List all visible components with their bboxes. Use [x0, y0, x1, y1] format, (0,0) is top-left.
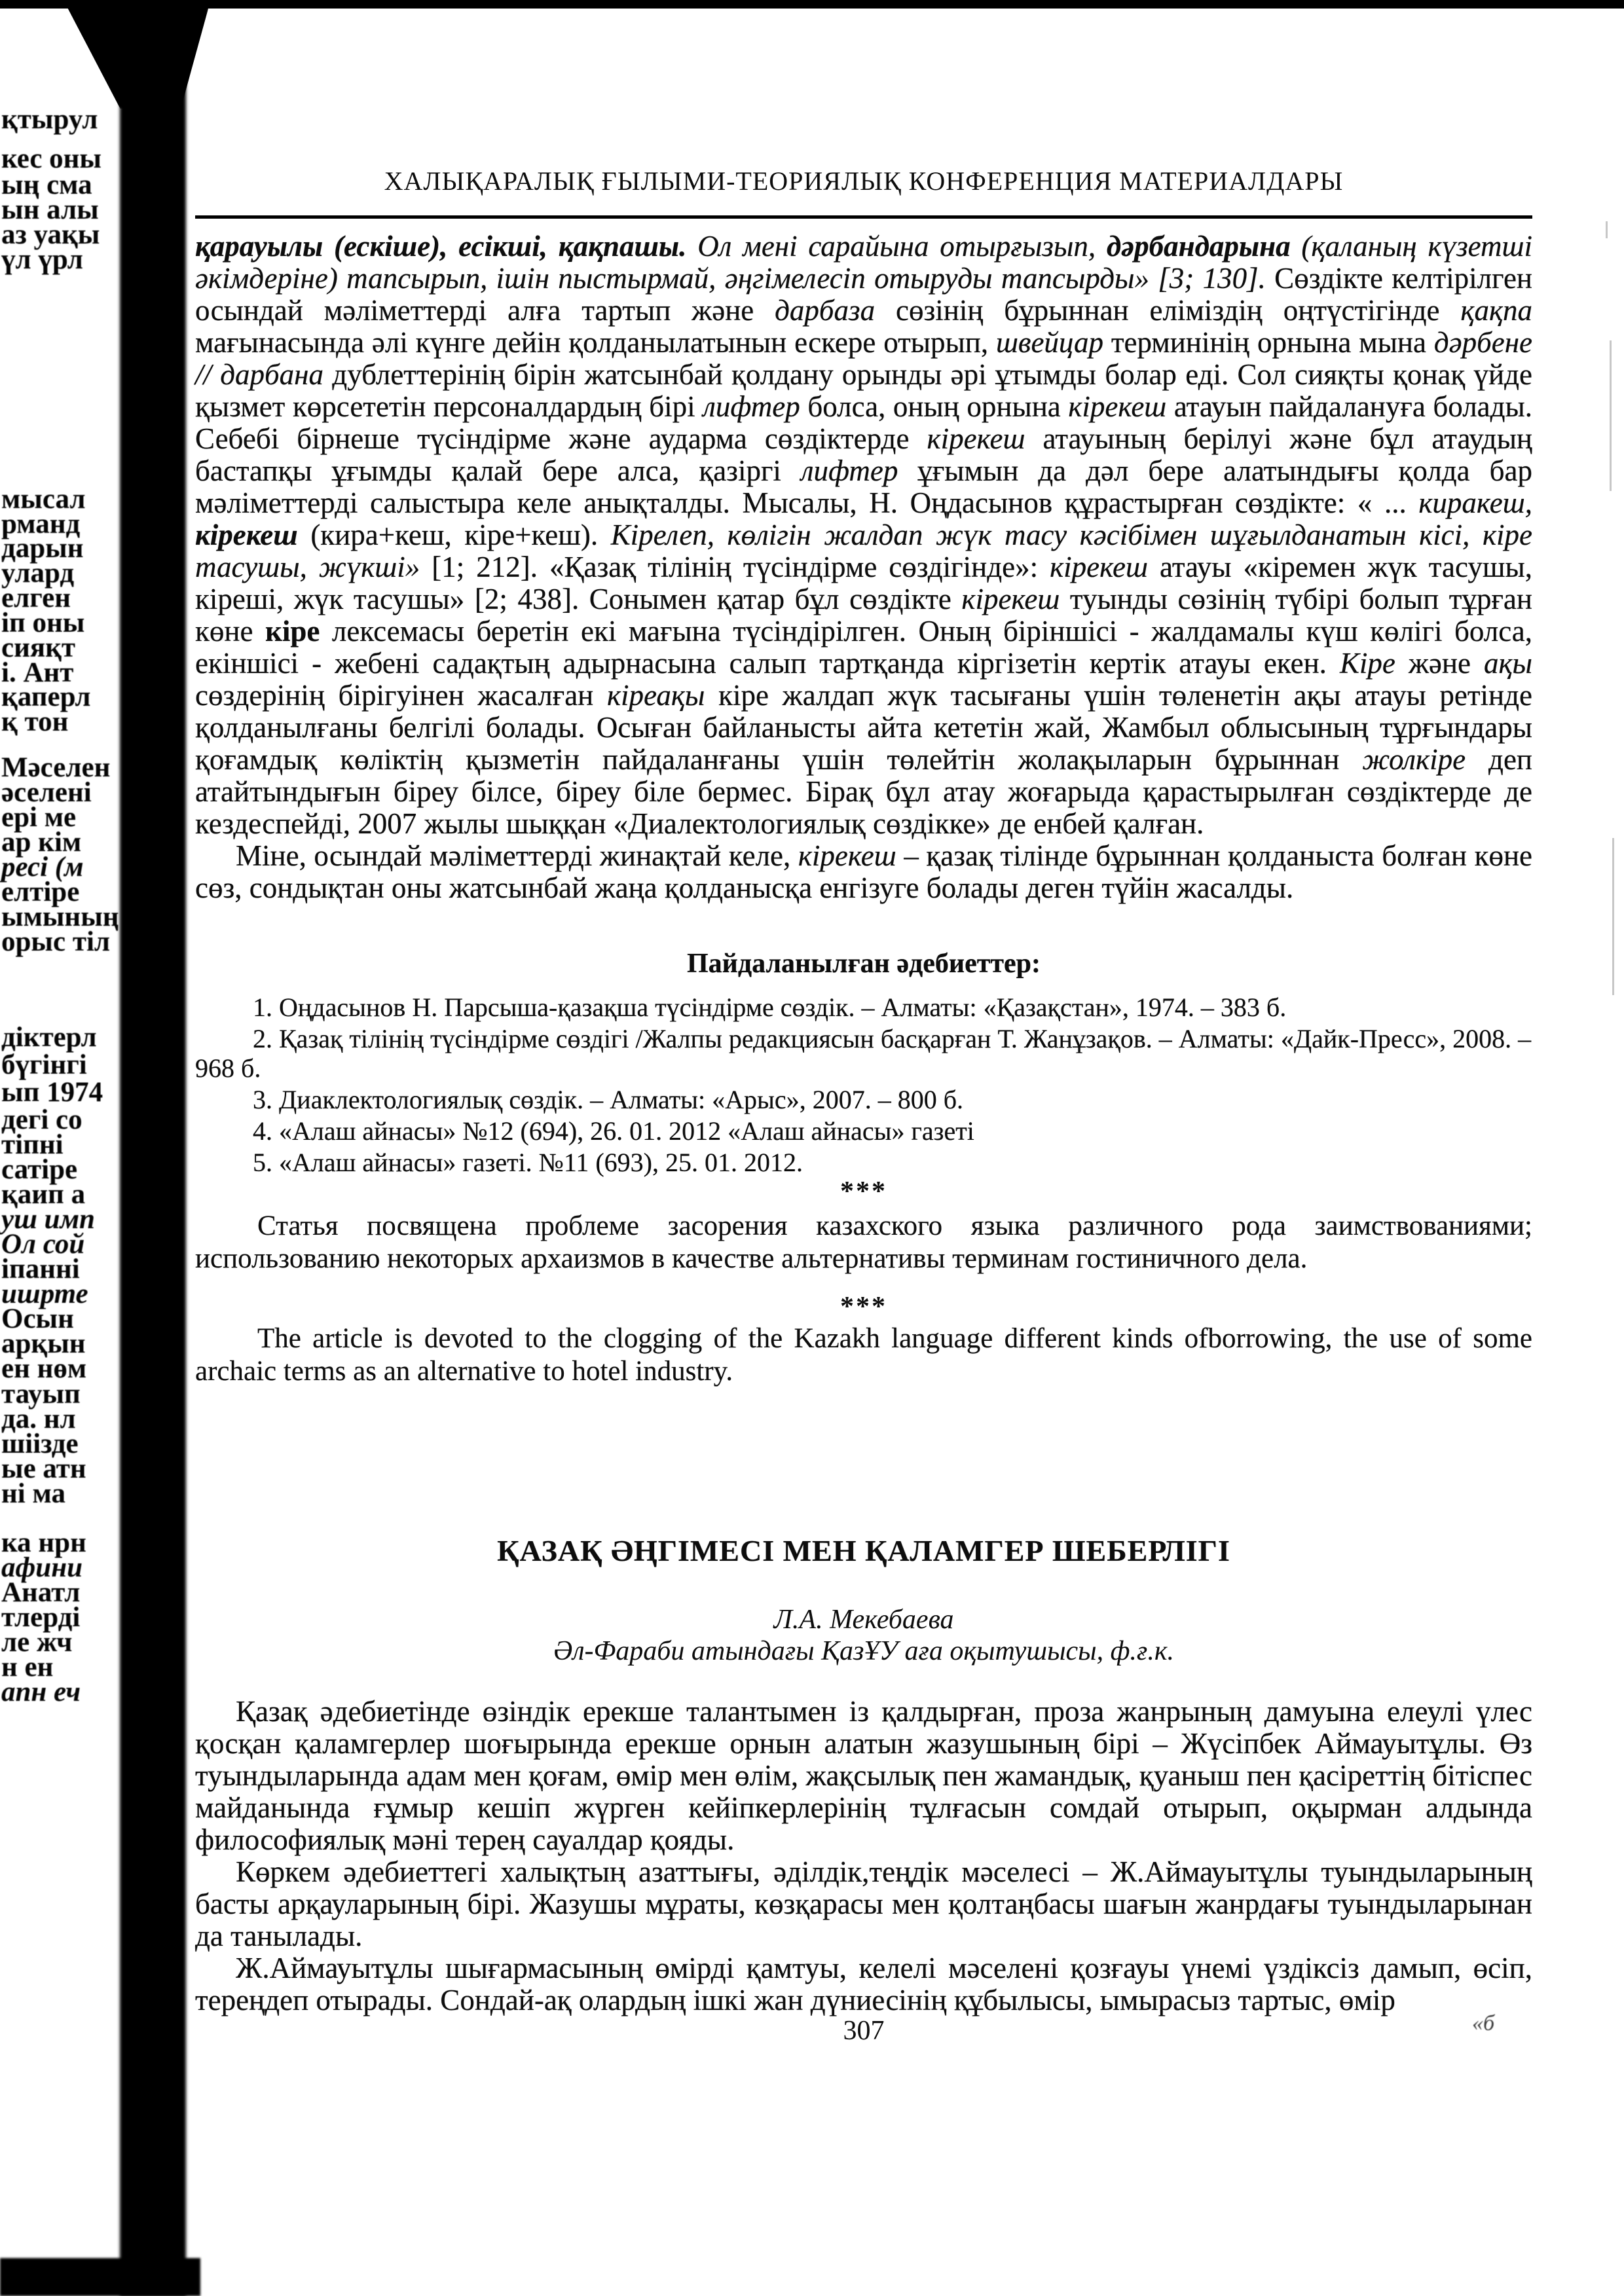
header-rule [195, 215, 1532, 219]
left-edge-fragment: мысал [1, 484, 86, 515]
left-edge-fragment: ні ма [1, 1478, 65, 1509]
left-edge-fragment: ың сма [1, 170, 92, 200]
left-edge-fragment: қтырул [1, 104, 98, 135]
reference-item: 3. Диаклектологиялық сөздік. – Алматы: «Арыс», 2007. – 800 б. [253, 1085, 964, 1114]
reference-item: 4. «Алаш айнасы» №12 (694), 26. 01. 2012 «Алаш айнасы» газеті [253, 1116, 974, 1146]
article2-paragraph: Қазақ әдебиетінде өзіндік ерекше талантымен із қалдырған, проза жанрының дамуына елеулі үлес қосқан қаламгерлер шоғырында ерекше орнын алатын жазушының бірі – Жүсіпбек Аймауытұлы. Өз туындыларында адам мен қоғам, өмір мен өлім, жақсылық пен жамандық, қуаныш пен қасіреттің бітіспес майданында ғұмыр кешіп жүрген кейіпкерлерінің тұлғасын сомдай отырып, оқырман алдында философиялық мәні терең сауалдар қояды. [195, 1695, 1532, 1856]
article2-affiliation: Әл-Фараби атындағы ҚазҰУ аға оқытушысы, ф.ғ.к. [553, 1636, 1174, 1666]
abstract-russian-text: Статья посвящена проблеме засорения казахского языка различного рода заимствованиями; использованию некоторых архаизмов в качестве альтернативы терминам гостиничного дела. [195, 1211, 1532, 1274]
abstract-russian [195, 1210, 1532, 1275]
left-edge-fragment: ка нрн [1, 1527, 86, 1558]
book-spine-shadow-bottom [0, 2258, 200, 2296]
ink-smudge-artifact: «б [1472, 2011, 1495, 2035]
left-edge-fragment: тауып [1, 1379, 81, 1410]
left-edge-fragment: тлерді [1, 1602, 81, 1633]
left-edge-fragment: ын алы [1, 194, 99, 225]
left-edge-fragment: уш имп [1, 1204, 95, 1235]
article2-heading-block [195, 1533, 1532, 1667]
right-edge-scan-mark [1612, 838, 1614, 995]
right-edge-scan-mark [1610, 340, 1612, 491]
left-edge-fragment: кес оны [1, 143, 101, 174]
left-edge-fragment: ымының [1, 902, 119, 932]
left-edge-fragment: Анатл [1, 1577, 81, 1608]
left-edge-fragment: бүгінгі [1, 1049, 87, 1080]
article2-title: ҚАЗАҚ ӘҢГІМЕСІ МЕН ҚАЛАМГЕР ШЕБЕРЛІГІ [497, 1534, 1230, 1567]
references-list [195, 993, 1532, 1179]
left-edge-fragment: ле жч [1, 1627, 73, 1658]
abstract-english [195, 1322, 1532, 1388]
left-edge-fragment: қ тон [1, 706, 69, 737]
left-edge-fragment: қаперл [1, 682, 91, 712]
left-edge-fragment: улард [1, 558, 75, 589]
left-edge-fragment: ишрте [1, 1279, 88, 1309]
left-edge-fragment: Осын [1, 1303, 74, 1334]
left-edge-fragment: шіізде [1, 1429, 79, 1459]
left-edge-fragment: сатіре [1, 1154, 78, 1185]
left-edge-fragment: афини [1, 1552, 83, 1583]
left-edge-fragment: Ол сой [1, 1229, 85, 1260]
left-edge-fragment: ен нөм [1, 1353, 87, 1384]
left-edge-fragment: дегі со [1, 1104, 83, 1135]
left-edge-fragment: елген [1, 583, 71, 613]
article2-author: Л.А. Мекебаева [773, 1605, 954, 1635]
reference-item: 1. Оңдасынов Н. Парсыша-қазақша түсіндірме сөздік. – Алматы: «Қазақстан», 1974. – 383 б. [253, 993, 1287, 1022]
left-edge-fragment: ар кім [1, 827, 82, 858]
section-separator: *** [840, 1292, 887, 1322]
page-number: 307 [843, 2016, 885, 2046]
article2-body [195, 1696, 1532, 2016]
left-edge-fragment: арқын [1, 1328, 86, 1359]
article1-paragraph: Міне, осындай мәліметтерді жинақтай келе, кірекеш – қазақ тілінде бұрыннан қолданыста болған көне сөз, сондықтан оны жатсынбай жаңа қолданысқа енгізуге болады деген түйін жасалды. [195, 839, 1532, 904]
left-edge-fragment: ып 1974 [1, 1077, 103, 1108]
abstract-english-text: The article is devoted to the clogging of the Kazakh language different kinds ofborrowing, the use of some archaic terms as an alternative to hotel industry. [195, 1323, 1532, 1387]
left-edge-fragment: қаип а [1, 1179, 86, 1210]
left-edge-fragment: ері ме [1, 802, 77, 833]
left-edge-fragment: діктерл [1, 1022, 97, 1053]
references-heading: Пайдаланылған әдебиеттер: [687, 949, 1041, 979]
left-edge-fragment: н ен [1, 1652, 54, 1683]
book-spine-shadow-band [120, 59, 186, 2296]
article1-body [195, 230, 1532, 904]
article2-paragraph: Көркем әдебиеттегі халықтың азаттығы, әділдік,теңдік мәселесі – Ж.Аймауытұлы туындыларының басты арқауларының бірі. Жазушы мұраты, көзқарасы мен қолтаңбасы шағын жанрдағы туындыларынан да танылады. [195, 1855, 1532, 1952]
left-edge-fragment: орыс тіл [1, 926, 111, 957]
running-header: ХАЛЫҚАРАЛЫҚ ҒЫЛЫМИ-ТЕОРИЯЛЫҚ КОНФЕРЕНЦИЯ МАТЕРИАЛДАРЫ [384, 166, 1344, 196]
left-edge-fragment: әселені [1, 777, 92, 808]
left-edge-fragment: і. Ант [1, 657, 74, 688]
article2-paragraph: Ж.Аймауытұлы шығармасының өмірді қамтуы, келелі мәселені қозғауы үнемі үздіксіз дамып, өсіп, тереңдеп отырады. Сондай-ақ олардың ішкі жан дүниесінің құбылысы, ымырасыз тартыс, өмір [195, 1952, 1532, 2016]
article1-paragraph: қарауылы (ескіше), есікші, қақпашы. Ол мені сарайына отырғызып, дәрбандарына (қаланың күзетші әкімдеріне) тапсырып, ішін пыстырмай, әңгімелесіп отыруды тапсырды» [3; 130]. Сөздікте келтірілген осындай мәліметтерді алға тартып және дарбаза сөзінің бұрыннан еліміздің оңтүстігінде қақпа мағынасында әлі күнге дейін қолданылатынын ескере отырып, швейцар терминінің орнына мына дәрбене // дарбана дублеттерінің бірін жатсынбай қолдану орынды әрі ұтымды болар еді. Сол сияқты қонақ үйде қызмет көрсететін персоналдардың бірі лифтер болса, оның орнына кірекеш атауын пайдалануға болады. Себебі бірнеше түсіндірме және аударма сөздіктерде кірекеш атауының берілуі және бұл атаудың бастапқы ұғымды қалай бере алса, қазіргі лифтер ұғымын да дәл бере алатындығы қолда бар мәліметтерді салыстыра келе анықталды. Мысалы, Н. Оңдасынов құрастырған сөздікте: « ... киракеш, кірекеш (кира+кеш, кіре+кеш). Кірелеп, көлігін жалдап жүк тасу кәсібімен шұғылданатын кісі, кіре тасушы, жүкші» [1; 212]. «Қазақ тілінің түсіндірме сөздігінде»: кірекеш атауы «кіремен жүк тасушы, кіреші, жүк тасушы» [2; 438]. Сонымен қатар бұл сөздікте кірекеш туынды сөзінің түбірі болып тұрған көне кіре лексемасы беретін екі мағына түсіндірілген. Оның біріншісі - жалдамалы күш көлігі болса, екіншісі - жебені садақтың адырнасына салып тартқанда кіргізетін кертік атауы екен. Кіре және ақы сөздерінің бірігуінен жасалған кіреақы кіре жалдап жүк тасығаны үшін төленетін ақы атауы ретінде қолданылғаны белгілі болады. Осыған байланысты айта кететін жай, Жамбыл облысының тұрғындары қоғамдық көліктің қызметін пайдаланғаны үшін төлейтін жолақыларын бұрыннан жолкіре деп атайтындығын біреу білсе, біреу біле бермес. Бірақ бұл атау жоғарыда қарастырылған сөздіктерде де кездеспейді, 2007 жылы шыққан «Диалектологиялық сөздікке» де енбей қалған. [195, 230, 1533, 840]
left-edge-fragment: аз уақы [1, 219, 100, 250]
left-edge-fragment: апн еч [1, 1677, 81, 1707]
reference-item: 2. Қазақ тілінің түсіндірме сөздігі /Жалпы редакциясын басқарған Т. Жанұзақов. – Алматы: «Дайк-Пресс», 2008. – 968 б. [195, 1024, 1532, 1083]
left-edge-fragment: Мәселен [1, 752, 111, 783]
left-edge-fragment: елтіре [1, 877, 80, 907]
left-edge-fragment: іпанні [1, 1254, 80, 1285]
left-edge-fragment: рманд [1, 509, 81, 539]
section-separator: *** [840, 1176, 887, 1207]
left-edge-fragment: іп оны [1, 608, 85, 638]
reference-item: 5. «Алаш айнасы» газеті. №11 (693), 25. 01. 2012. [253, 1148, 803, 1177]
left-edge-fragment-zone [0, 0, 120, 2296]
left-edge-fragment: дарын [1, 533, 84, 564]
right-edge-scan-mark [1606, 221, 1608, 238]
left-edge-fragment: да. нл [1, 1404, 76, 1434]
left-edge-fragment: үл үрл [1, 244, 83, 275]
left-edge-fragment: ресі (м [1, 852, 84, 883]
top-edge-scan-bar [0, 0, 1624, 9]
left-edge-fragment: тіпні [1, 1129, 64, 1160]
left-edge-fragment: ые атн [1, 1453, 86, 1484]
left-edge-fragment: сияқт [1, 632, 76, 663]
